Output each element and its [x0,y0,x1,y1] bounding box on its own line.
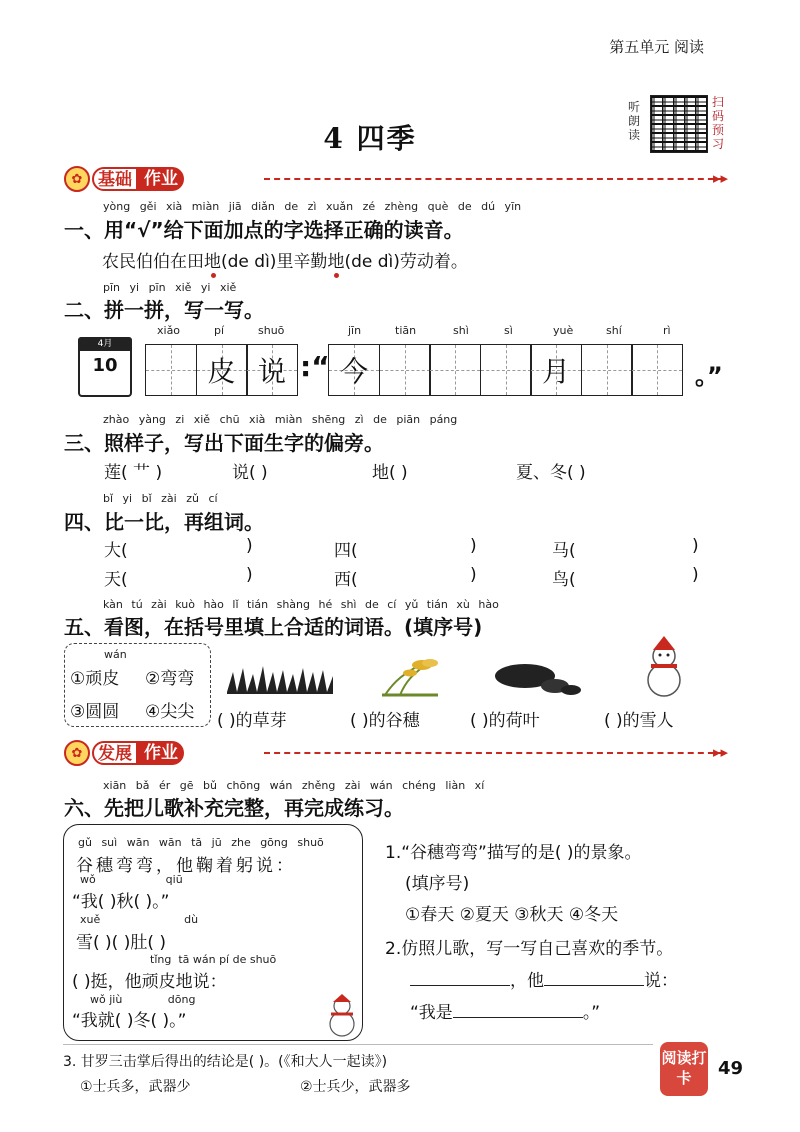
answer-blank[interactable] [544,985,644,986]
calendar-day: 10 [92,355,118,376]
double-arrow-icon: ▸▸ [712,169,728,187]
q1-text-b: 里辛勤 [276,252,328,272]
q4-word[interactable]: 大( [104,541,128,561]
q4-close: ) [246,565,253,585]
writing-cell[interactable] [145,344,197,396]
grain-ear-image [380,655,440,697]
writing-cell[interactable]: 月 [530,344,582,396]
writing-cell[interactable] [379,344,431,396]
q5-pinyin: kàn tú zài kuò hào lǐ tián shàng hé shì de cí yǔ tián xù hào [103,598,499,611]
q3-item[interactable]: 莲( 艹 ) [104,463,163,483]
dotted-char: 地 [204,252,221,272]
unit-header: 第五单元 阅读 [609,38,704,56]
dotted-char: 地 [327,252,344,272]
q4-word[interactable]: 鸟( [552,570,576,590]
calendar-month: 4月 [78,337,132,351]
poem-line[interactable]: ( )挺，他顽皮地说： [72,972,227,992]
reading-checkin-badge[interactable]: 阅读打卡 [660,1042,708,1096]
section-develop-header [64,738,728,768]
q4-word[interactable]: 天( [104,570,128,590]
writing-cell[interactable] [631,344,683,396]
q5-blank[interactable]: ( )的草芽 [217,711,287,731]
poem-pinyin: wǒ qiū [80,873,183,886]
poem-line[interactable]: 雪( )( )肚( ) [76,933,167,953]
poem-pinyin: tǐng tā wán pí de shuō [150,953,277,966]
snowman-icon [325,994,359,1038]
q5-blank[interactable]: ( )的荷叶 [470,711,540,731]
cell-pinyin: jīn [348,324,362,337]
dashed-divider [264,752,724,754]
q4-close: ) [470,536,477,556]
section-basic-header [64,164,728,194]
poem-line[interactable]: “我( )秋( )。” [72,892,170,912]
cell-pinyin: rì [663,324,671,337]
q3-pinyin: zhào yàng zi xiě chū xià miàn shēng zì de piān páng [103,413,458,426]
q4-close: ) [470,565,477,585]
q1-pinyin: yòng gěi xià miàn jiā diǎn de zì xuǎn zé zhèng què de dú yīn [103,200,522,213]
cell-pinyin: shì [453,324,469,337]
q4-close: ) [692,565,699,585]
q6-sub2: 2.仿照儿歌，写一写自己喜欢的季节。 [385,939,674,959]
q6-sub1-options: ①春天 ②夏天 ③秋天 ④冬天 [405,905,619,925]
answer-blank[interactable] [453,1017,583,1018]
writing-cell[interactable] [429,344,481,396]
q6-question: 六、先把儿歌补充完整，再完成练习。 [64,796,404,820]
grass-sprouts-image [225,664,335,694]
q1-sentence [102,247,468,272]
writing-grid-a [145,344,297,396]
q4-word[interactable]: 西( [334,570,358,590]
q3-question: 三、照样子，写出下面生字的偏旁。 [64,431,384,455]
footer-divider [63,1044,653,1045]
writing-cell[interactable]: 今 [328,344,380,396]
q4-close: ) [246,536,253,556]
q1-option-2[interactable]: (de dì) [344,252,400,272]
lightbulb-icon: ✿ [64,166,90,192]
choice-word: ①顽皮 [70,669,120,689]
q4-pinyin: bǐ yi bǐ zài zǔ cí [103,492,218,505]
q6-sub2-line2[interactable]: “我是 。” [410,1003,601,1023]
q5-blank[interactable]: ( )的雪人 [604,711,674,731]
snowman-image [643,636,685,698]
choice-word: ④尖尖 [145,702,195,722]
q3-item[interactable]: 地( ) [372,463,408,483]
q4-word[interactable]: 四( [334,541,358,561]
writing-cell[interactable]: 皮 [196,344,248,396]
section-tag: 基础 [92,167,138,191]
choice-word: ③圆圆 [70,702,120,722]
cell-pinyin: shuō [258,324,285,337]
q3-item[interactable]: 夏、冬( ) [516,463,586,483]
writing-cell[interactable] [480,344,532,396]
writing-grid-b [328,344,682,396]
qr-right-label: 扫码预习 [712,95,725,151]
cell-pinyin: shí [606,324,622,337]
poem-line[interactable]: “我就( )冬( )。” [72,1011,187,1031]
footer-question: 3. 甘罗三击掌后得出的结论是( )。(《和大人一起读》) [63,1054,388,1070]
section-tag-highlight: 作业 [138,167,184,191]
colon-quote: :“ [300,350,330,383]
footer-option: ②士兵少，武器多 [300,1079,411,1095]
poem-line: 谷穗弯弯，他鞠着躬说： [76,856,296,876]
dashed-divider [264,178,724,180]
cell-pinyin: yuè [553,324,574,337]
lesson-title: 4 四季 [323,122,417,155]
q2-pinyin: pīn yi pīn xiě yi xiě [103,281,237,294]
cell-pinyin: sì [504,324,513,337]
lightbulb-icon: ✿ [64,740,90,766]
q6-sub2-line[interactable]: ，他 说： [410,966,678,991]
qr-left-label: 听朗读 [628,100,641,142]
cell-pinyin: tiān [395,324,417,337]
q1-question: 一、用“√”给下面加点的字选择正确的读音。 [64,218,464,242]
q4-word[interactable]: 马( [552,541,576,561]
q1-text-c: 劳动着。 [399,252,468,272]
q6-pinyin: xiān bǎ ér gē bǔ chōng wán zhěng zài wán chéng liàn xí [103,779,485,792]
cell-pinyin: xiǎo [157,324,181,337]
footer-option: ①士兵多，武器少 [80,1079,191,1095]
q1-option-1[interactable]: (de dì) [221,252,277,272]
q1-text-a: 农民伯伯在田 [102,252,204,272]
section-tag-highlight: 作业 [138,741,184,765]
cell-pinyin: pí [214,324,225,337]
q4-question: 四、比一比，再组词。 [64,510,264,534]
q6-sub1[interactable]: 1.“谷穗弯弯”描写的是( )的景象。 [385,843,642,863]
poem-pinyin: gǔ suì wān wān tā jū zhe gōng shuō [78,836,324,849]
writing-cell[interactable] [581,344,633,396]
answer-blank[interactable] [410,985,510,986]
poem-pinyin: xuě dù [80,913,199,926]
lotus-leaf-image [493,660,583,696]
choice-pinyin: wán [104,648,127,661]
choice-word: ②弯弯 [145,669,195,689]
end-quote: 。” [695,362,723,390]
calendar-icon [72,333,134,397]
q3-item[interactable]: 说( ) [232,463,268,483]
q4-close: ) [692,536,699,556]
q5-blank[interactable]: ( )的谷穗 [350,711,420,731]
q2-question: 二、拼一拼，写一写。 [64,298,264,322]
writing-cell[interactable]: 说 [246,344,298,396]
double-arrow-icon: ▸▸ [712,743,728,761]
q6-sub1-hint: (填序号) [405,874,470,894]
section-tag: 发展 [92,741,138,765]
qr-code-icon[interactable] [650,95,708,153]
poem-pinyin: wǒ jiù dōng [90,993,196,1006]
q5-question: 五、看图，在括号里填上合适的词语。(填序号) [64,615,483,639]
page-number: 49 [718,1058,744,1079]
